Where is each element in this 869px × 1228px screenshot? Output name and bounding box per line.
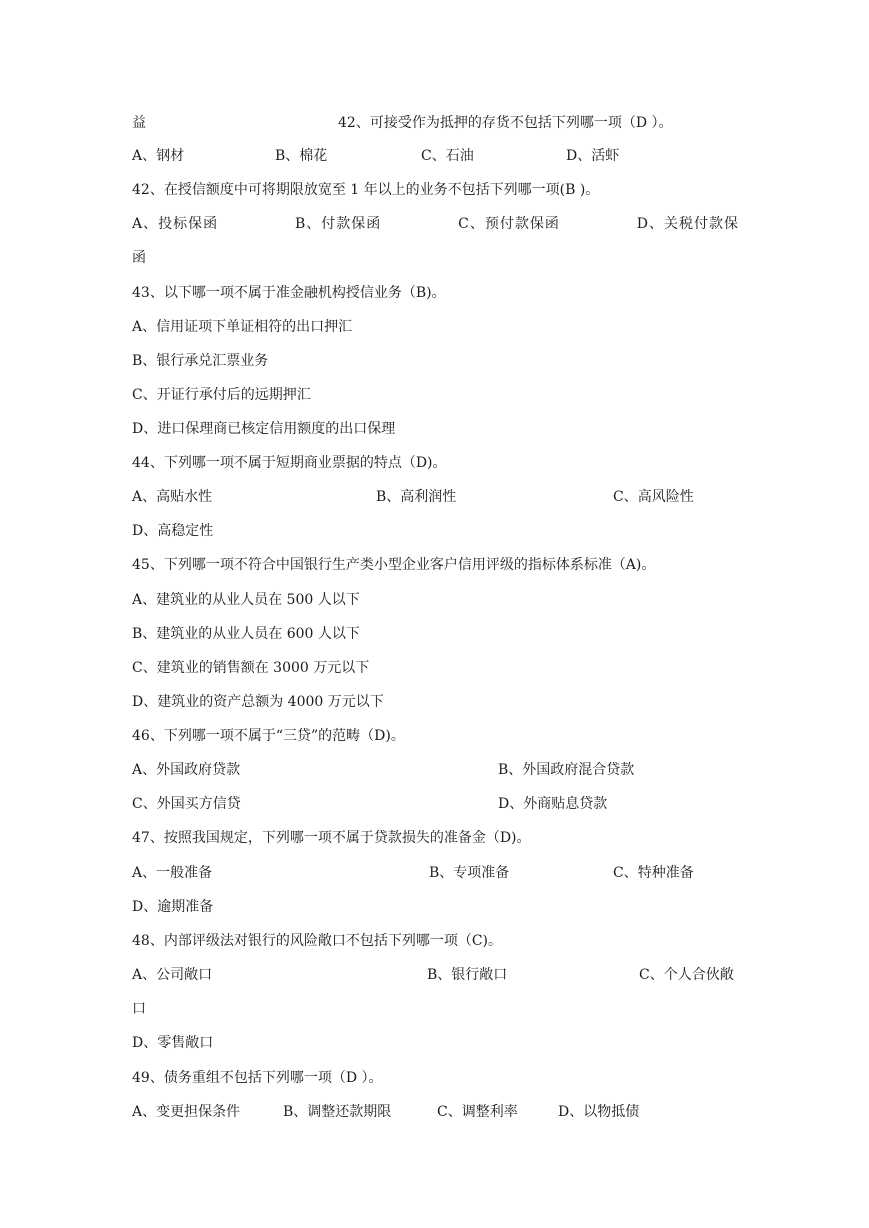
question-42b-options <box>132 211 739 237</box>
question-49-options <box>132 1099 739 1125</box>
question-49: 49、债务重组不包括下列哪一项（D ）。 <box>132 1070 383 1086</box>
option-d: D、高稳定性 <box>132 523 214 539</box>
option-d: D、进口保理商已核定信用额度的出口保理 <box>132 421 396 437</box>
option-d: D、外商贴息贷款 <box>498 796 608 812</box>
question-46-options-row2 <box>132 791 739 817</box>
question-46: 46、下列哪一项不属于“三贷”的范畴（D)。 <box>132 728 405 744</box>
question-48: 48、内部评级法对银行的风险敞口不包括下列哪一项（C)。 <box>132 933 502 949</box>
option-a: A、一般准备 <box>132 865 213 881</box>
option-c: C、调整利率 <box>437 1104 518 1120</box>
option-a: A、信用证项下单证相符的出口押汇 <box>132 319 353 335</box>
option-b: B、银行承兑汇票业务 <box>132 353 269 369</box>
option-a: A、建筑业的从业人员在 500 人以下 <box>132 592 360 608</box>
option-b: B、付款保函 <box>295 216 382 232</box>
question-42a-line <box>132 110 739 136</box>
option-d: D、关税付款保 <box>636 216 739 232</box>
option-d: D、零售敞口 <box>132 1035 214 1051</box>
option-a: A、投标保函 <box>132 216 219 232</box>
question-43: 43、以下哪一项不属于准金融机构授信业务（B)。 <box>132 285 446 301</box>
option-c: C、个人合伙敞 <box>639 967 734 983</box>
question-42b: 42、在授信额度中可将期限放宽至 1 年以上的业务不包括下列哪一项(B )。 <box>132 182 600 198</box>
question-48-options <box>132 962 739 988</box>
option-d: D、活虾 <box>566 148 620 164</box>
option-d: D、以物抵债 <box>558 1104 640 1120</box>
option-b: B、银行敞口 <box>427 967 508 983</box>
question-44: 44、下列哪一项不属于短期商业票据的特点（D)。 <box>132 455 447 471</box>
option-c: C、石油 <box>421 148 474 164</box>
option-c: C、外国买方信贷 <box>132 796 241 812</box>
question-46-options-row1 <box>132 757 739 783</box>
option-b: B、调整还款期限 <box>283 1104 392 1120</box>
option-b: B、专项准备 <box>429 865 510 881</box>
option-c: C、预付款保函 <box>458 216 560 232</box>
option-c: C、特种准备 <box>613 865 694 881</box>
option-a: A、钢材 <box>132 148 185 164</box>
continuation-fragment: 益 <box>132 115 146 131</box>
option-d: D、逾期准备 <box>132 899 214 915</box>
option-c: C、高风险性 <box>613 489 694 505</box>
wrapped-text: 函 <box>132 250 146 266</box>
option-a: A、高贴水性 <box>132 489 213 505</box>
option-c: C、建筑业的销售额在 3000 万元以下 <box>132 660 370 676</box>
option-a: A、公司敞口 <box>132 967 213 983</box>
wrapped-text: 口 <box>132 1001 146 1017</box>
question-44-options <box>132 484 739 510</box>
option-b: B、棉花 <box>275 148 328 164</box>
option-a: A、变更担保条件 <box>132 1104 241 1120</box>
question-47: 47、按照我国规定，下列哪一项不属于贷款损失的准备金（D)。 <box>132 830 531 846</box>
option-b: B、建筑业的从业人员在 600 人以下 <box>132 626 360 642</box>
option-d: D、建筑业的资产总额为 4000 万元以下 <box>132 694 384 710</box>
option-b: B、外国政府混合贷款 <box>498 762 635 778</box>
question-47-options <box>132 860 739 886</box>
option-b: B、高利润性 <box>376 489 457 505</box>
option-a: A、外国政府贷款 <box>132 762 241 778</box>
question-42a: 42、可接受作为抵押的存货不包括下列哪一项（D ）。 <box>338 115 673 131</box>
question-42a-options <box>132 143 739 169</box>
option-c: C、开证行承付后的远期押汇 <box>132 387 311 403</box>
question-45: 45、下列哪一项不符合中国银行生产类小型企业客户信用评级的指标体系标准（A)。 <box>132 557 656 573</box>
